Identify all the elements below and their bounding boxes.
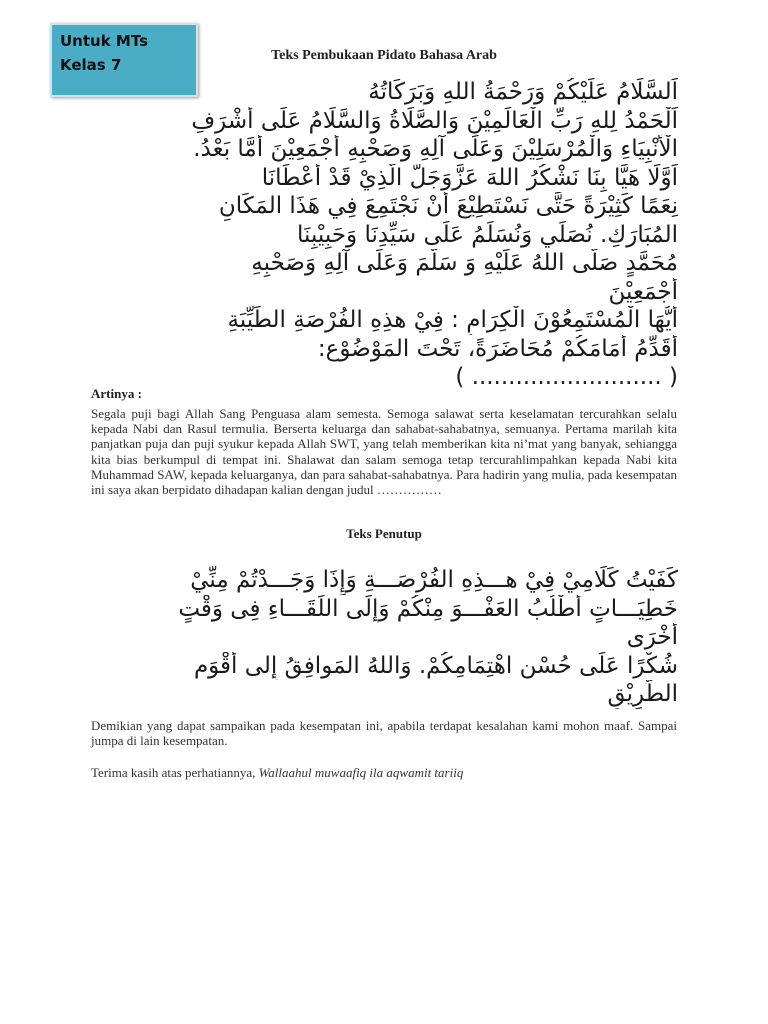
opening-title: Teks Pembukaan Pidato Bahasa Arab: [271, 48, 497, 63]
artinya-label: Artinya :: [91, 386, 142, 401]
arabic-line: أُقَدِّمُ أَمَامَكُمْ مُحَاضَرَةً، تَحْتَ المَوْضُوْعِ:: [317, 335, 678, 362]
arabic-line: أَجْمَعِيْنَ: [608, 278, 678, 305]
thanks-italic: Wallaahul muwaafiq ila aqwamit tariiq: [258, 765, 464, 780]
arabic-line: اَلسَّلَامُ عَلَيْكُمْ وَرَحْمَةُ اللهِ وَبَرَكَاتُهُ: [368, 79, 678, 105]
closing-paragraph: Demikian yang dapat sampaikan pada kesempatan ini, apabila terdapat kesalahan kami mohon maaf. Sampai jumpa di lain kesempatan.: [91, 718, 677, 749]
arabic-line: شُكْرًا عَلَى حُسْنِ اهْتِمَامِكُمْ. وَاللهُ المَوافِقُ إِلى أَقْوَمِ: [193, 652, 678, 679]
thanks-prefix: Terima kasih atas perhatiannya,: [91, 765, 259, 780]
arabic-line: أَيُّهَا الْمُسْتَمِعُوْنَ الْكِرَامِ : فِيْ هذِهِ الفُرْصَةِ الطَيِّبَةِ: [227, 307, 678, 333]
arabic-line: كَفَيْتُ كَلَامِيْ فِيْ هـــذِهِ الفُرْصَـــةِ وَإِذَا وَجَـــدْتُمْ مِنِّيْ: [190, 567, 678, 593]
thanks-line: [91, 765, 677, 780]
arabic-line: أُخْرَى: [626, 624, 678, 650]
arabic-line: اَوَّلًا هَيَّا بِنَا نَشْكُرُ اللهَ عَزَّوَجَلَّ الَّذِيْ قَدْ أَعْطَانَا: [261, 164, 678, 191]
arabic-line: المُبَارَكِ. نُصَلِّي وَنُسَلِّمُ عَلَى سَيِّدِنَا وَحَبِيْبِنَا: [297, 221, 678, 248]
closing-arabic-text: [80, 566, 678, 709]
arabic-line: الْأَنْبِيَاءِ وَالْمُرْسَلِيْنَ وَعَلَى آلِهِ وَصَحْبِهِ أَجْمَعِيْنَ أَمَّا بَعْدُ.: [193, 136, 678, 162]
opening-arabic-text: [80, 78, 678, 392]
badge-line-2: Kelas 7: [60, 56, 122, 74]
artinya-paragraph: Segala puji bagi Allah Sang Penguasa alam semesta. Semoga salawat serta keselamatan tercurahkan selalu kepada Nabi dan Rasul termulia. Berserta keluarga dan sahabat-sahabatnya, semuanya. Pertama marilah kita panjatkan puja dan puji syukur kepada Allah SWT, yang telah memberikan kita ni’mat yang banyak, sehiangga kita bias berkumpul di tempat ini. Shalawat dan salam semoga tetap tercurahlimpahkan kepada Nabi kita Muhammad SAW, kepada keluarganya, dan para sahabat-sahabatnya. Para hadirin yang mulia, pada kesempatan ini saya akan berpidato dihadapan kalian dengan judul ……………: [91, 406, 677, 498]
arabic-line: نِعَمًا كَثِيْرَةً حَتَّى نَسْتَطِيْعَ أَنْ نَجْتَمِعَ فِي هَذَا المَكَانِ: [218, 193, 678, 219]
arabic-line: اَلْحَمْدُ لِلهِ رَبِّ الْعَالَمِيْنَ وَالصَّلَاةُ وَالسَّلَامُ عَلَى أَشْرَفِ: [191, 107, 678, 134]
arabic-line: مُحَمَّدٍ صَلَّى اللهُ عَلَيْهِ وَ سَلَّمَ وَعَلَى آلِهِ وَصَحْبِهِ: [251, 250, 678, 276]
closing-title: Teks Penutup: [346, 526, 422, 541]
badge-line-1: Untuk MTs: [60, 32, 149, 50]
arabic-line: ( .......................... ): [455, 364, 678, 390]
arabic-line: الطَّرِيْقِ: [607, 681, 678, 707]
arabic-line: خَطِيَـــاتٍ أَطْلُبُ العَفْـــوَ مِنْكُمْ وَإِلَى اللِّقَـــاءِ فِى وَقْتٍ: [178, 595, 678, 622]
